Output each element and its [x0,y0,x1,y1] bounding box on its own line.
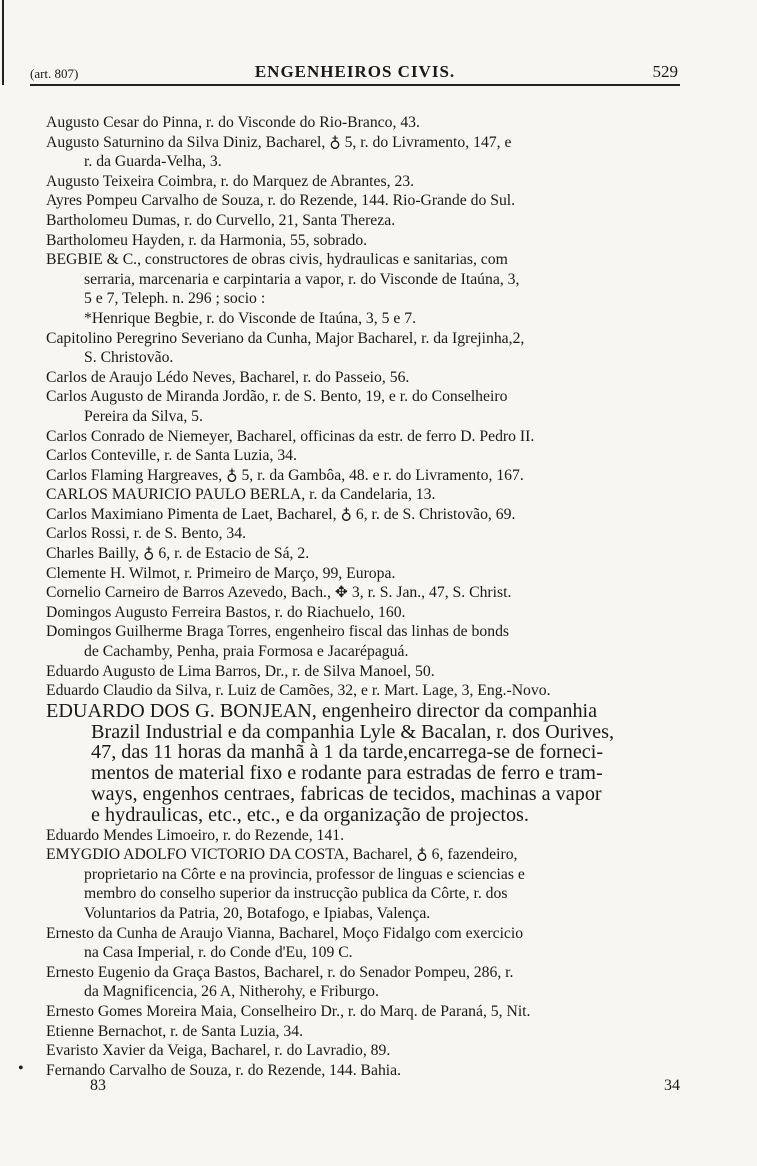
entry-line: Eduardo Mendes Limoeiro, r. do Rezende, 141. [46,826,344,844]
entry-line: Domingos Augusto Ferreira Bastos, r. do Riachuelo, 160. [46,603,406,621]
entry-line: Charles Bailly, ♁ 6, r. de Estacio de Sá, 2. [46,545,310,563]
directory-entry [46,845,686,923]
section-title: ENGENHEIROS CIVIS. [254,62,456,81]
directory-entry [46,329,686,368]
page-number: 529 [652,62,678,81]
directory-entry [46,1022,686,1042]
directory-entry [46,622,686,661]
entry-line: CARLOS MAURICIO PAULO BERLA, r. da Candelaria, 13. [46,486,436,504]
entry-continuation-line: membro do conselho superior da instrucção publica da Côrte, r. dos [84,885,508,903]
directory-entry [46,924,686,963]
entry-line: Carlos Flaming Hargreaves, ♁ 5, r. da Gambôa, 48. e r. do Livramento, 167. [46,466,524,484]
directory-entry [46,701,686,826]
entry-line: EMYGDIO ADOLFO VICTORIO DA COSTA, Bacharel, ♁ 6, fazendeiro, [46,846,518,864]
entry-continuation-line: Voluntarios da Patria, 20, Botafogo, e Ipiabas, Valença. [84,904,431,922]
entry-line: Ayres Pompeu Carvalho de Souza, r. do Rezende, 144. Rio-Grande do Sul. [46,192,516,210]
directory-entry [46,387,686,426]
directory-entry [46,485,686,505]
directory-entry [46,211,686,231]
directory-entry [46,544,686,564]
directory-entry [46,524,686,544]
entry-line: Domingos Guilherme Braga Torres, engenheiro fiscal das linhas de bonds [46,623,510,641]
signature-mark-right: 34 [664,1077,680,1094]
entry-continuation-line: de Cachamby, Penha, praia Formosa e Jacarépaguá. [84,643,409,661]
directory-entry [46,603,686,623]
entry-continuation-line: 5 e 7, Teleph. n. 296 ; socio : [84,290,266,308]
directory-entry [46,681,686,701]
left-margin-rule [2,0,4,85]
entry-line: Fernando Carvalho de Souza, r. do Rezende, 144. Bahia. [46,1061,402,1079]
entry-line: Carlos Maximiano Pimenta de Laet, Bacharel, ♁ 6, r. de S. Christovão, 69. [46,505,516,523]
entry-continuation-line: *Henrique Begbie, r. do Visconde de Itaúna, 3, 5 e 7. [84,309,417,327]
entry-line: Ernesto da Cunha de Araujo Vianna, Bacharel, Moço Fidalgo com exercicio [46,924,524,942]
directory-entries [46,113,686,1080]
entry-line: Bartholomeu Hayden, r. da Harmonia, 55, sobrado. [46,231,368,249]
entry-line: Augusto Teixeira Coimbra, r. do Marquez de Abrantes, 23. [46,172,415,190]
article-reference: (art. 807) [30,66,79,81]
signature-mark-left: 83 [90,1077,106,1094]
directory-entry [46,963,686,1002]
entry-line: Carlos Augusto de Miranda Jordão, r. de S. Bento, 19, e r. do Conselheiro [46,388,508,406]
entry-line: Augusto Cesar do Pinna, r. do Visconde do Rio-Branco, 43. [46,114,420,131]
entry-continuation-line: Pereira da Silva, 5. [84,407,203,425]
directory-entry [46,564,686,584]
directory-entry [46,191,686,211]
entry-line: EDUARDO DOS G. BONJEAN, engenheiro director da companhia [46,699,598,722]
entry-continuation-line: S. Christovão. [84,349,174,367]
entry-line: Etienne Bernachot, r. de Santa Luzia, 34. [46,1022,304,1040]
entry-line: Carlos Conteville, r. de Santa Luzia, 34. [46,447,297,465]
directory-entry [46,113,686,133]
entry-continuation-line: e hydraulicas, etc., etc., e da organização de projectos. [91,803,529,826]
directory-entry [46,583,686,603]
entry-line: Capitolino Peregrino Severiano da Cunha, Major Bacharel, r. da Igrejinha,2, [46,329,525,347]
directory-entry [46,1061,686,1081]
entry-continuation-line: ways, engenhos centraes, fabricas de tecidos, machinas a vapor [91,783,602,805]
margin-dot: • [18,1060,24,1077]
entry-continuation-line: 47, das 11 horas da manhã à 1 da tarde,encarrega-se de forneci- [91,741,604,764]
directory-entry [46,662,686,682]
directory-entry [46,1002,686,1022]
entry-line: BEGBIE & C., constructores de obras civis, hydraulicas e sanitarias, com [46,251,508,269]
entry-line: Eduardo Augusto de Lima Barros, Dr., r. de Silva Manoel, 50. [46,662,435,680]
entry-line: Carlos de Araujo Lédo Neves, Bacharel, r. do Passeio, 56. [46,368,410,386]
entry-line: Bartholomeu Dumas, r. do Curvello, 21, Santa Thereza. [46,211,396,229]
entry-line: Carlos Rossi, r. de S. Bento, 34. [46,525,247,543]
entry-line: Evaristo Xavier da Veiga, Bacharel, r. do Lavradio, 89. [46,1042,391,1060]
entry-continuation-line: serraria, marcenaria e carpintaria a vapor, r. do Visconde de Itaúna, 3, [84,270,520,288]
directory-entry [46,231,686,251]
directory-entry [46,826,686,846]
directory-entry [46,466,686,486]
directory-entry [46,1041,686,1061]
directory-entry [46,250,686,328]
page-header [30,60,680,86]
entry-continuation-line: proprietario na Côrte e na provincia, professor de linguas e sciencias e [84,865,525,883]
entry-line: Eduardo Claudio da Silva, r. Luiz de Camões, 32, e r. Mart. Lage, 3, Eng.-Novo. [46,682,551,700]
directory-entry [46,368,686,388]
entry-line: Cornelio Carneiro de Barros Azevedo, Bach., ✥ 3, r. S. Jan., 47, S. Christ. [46,584,512,602]
directory-entry [46,427,686,447]
entry-line: Clemente H. Wilmot, r. Primeiro de Março, 99, Europa. [46,564,396,582]
entry-continuation-line: Brazil Industrial e da companhia Lyle & Bacalan, r. dos Ourives, [91,720,615,743]
entry-line: Ernesto Eugenio da Graça Bastos, Bacharel, r. do Senador Pompeu, 286, r. [46,963,514,981]
entry-line: Carlos Conrado de Niemeyer, Bacharel, officinas da estr. de ferro D. Pedro II. [46,427,535,445]
directory-entry [46,505,686,525]
entry-continuation-line: mentos de material fixo e rodante para estradas de ferro e tram- [91,762,603,785]
entry-line: Ernesto Gomes Moreira Maia, Conselheiro Dr., r. do Marq. de Paraná, 5, Nit. [46,1002,531,1020]
entry-continuation-line: da Magnificencia, 26 A, Nitherohy, e Friburgo. [84,983,379,1001]
entry-continuation-line: na Casa Imperial, r. do Conde d'Eu, 109 C. [84,944,353,962]
directory-entry [46,446,686,466]
directory-entry [46,172,686,192]
entry-line: Augusto Saturnino da Silva Diniz, Bacharel, ♁ 5, r. do Livramento, 147, e [46,133,512,151]
directory-entry [46,133,686,172]
entry-continuation-line: r. da Guarda-Velha, 3. [84,153,222,171]
